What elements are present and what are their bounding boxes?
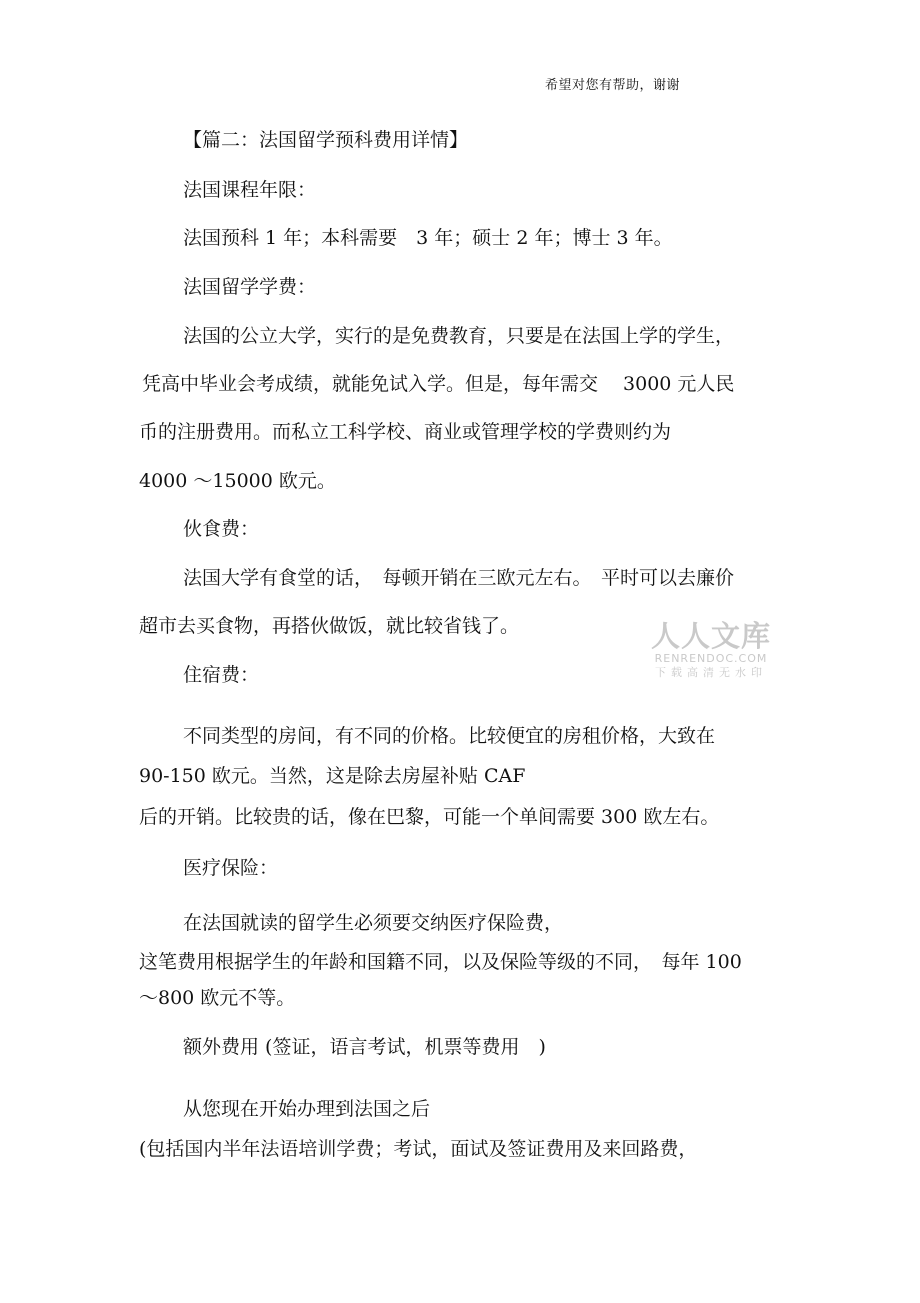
section-title: 【篇二：法国留学预科费用详情】 bbox=[183, 129, 469, 151]
subheading-housing: 住宿费： bbox=[183, 664, 260, 686]
subheading-food: 伙食费： bbox=[183, 518, 260, 540]
subheading-insurance: 医疗保险： bbox=[183, 857, 279, 879]
paragraph-line: 从您现在开始办理到法国之后 bbox=[183, 1098, 431, 1120]
paragraph-line: 币的注册费用。而私立工科学校、商业或管理学校的学费则约为 bbox=[139, 421, 672, 443]
paragraph-line: (包括国内半年法语培训学费；考试，面试及签证费用及来回路费， bbox=[139, 1138, 698, 1160]
watermark-logo bbox=[646, 620, 776, 680]
paragraph-line: 凭高中毕业会考成绩，就能免试入学。但是，每年需交 3000 元人民 bbox=[142, 373, 735, 395]
paragraph-line: ～800 欧元不等。 bbox=[139, 987, 296, 1009]
paragraph-line: 法国大学有食堂的话， 每顿开销在三欧元左右。 平时可以去廉价 bbox=[183, 567, 735, 589]
watermark-title: 人人文库 bbox=[650, 619, 771, 653]
subheading-tuition: 法国留学学费： bbox=[183, 276, 317, 298]
paragraph-line: 不同类型的房间，有不同的价格。比较便宜的房租价格，大致在 bbox=[183, 725, 716, 747]
paragraph-line: 4000 ～15000 欧元。 bbox=[139, 470, 336, 492]
paragraph-line: 法国的公立大学，实行的是免费教育，只要是在法国上学的学生， bbox=[183, 325, 735, 347]
paragraph-line: 这笔费用根据学生的年龄和国籍不同，以及保险等级的不同， 每年 100 bbox=[139, 951, 742, 973]
watermark-url: RENRENDOC.COM bbox=[654, 652, 768, 665]
header-note: 希望对您有帮助，谢谢 bbox=[545, 78, 681, 93]
watermark-subtitle: 下载高清无水印 bbox=[655, 666, 767, 679]
paragraph-line: 超市去买食物，再搭伙做饭，就比较省钱了。 bbox=[139, 615, 520, 637]
paragraph-line: 法国预科 1 年；本科需要 3 年；硕士 2 年；博士 3 年。 bbox=[183, 227, 673, 249]
paragraph-line: 后的开销。比较贵的话，像在巴黎，可能一个单间需要 300 欧左右。 bbox=[139, 806, 720, 828]
subheading-extra-costs: 额外费用 (签证，语言考试，机票等费用 ) bbox=[183, 1036, 546, 1058]
paragraph-line: 90-150 欧元。当然，这是除去房屋补贴 CAF bbox=[139, 765, 526, 787]
subheading-course-duration: 法国课程年限： bbox=[183, 179, 317, 201]
paragraph-line: 在法国就读的留学生必须要交纳医疗保险费， bbox=[183, 912, 564, 934]
